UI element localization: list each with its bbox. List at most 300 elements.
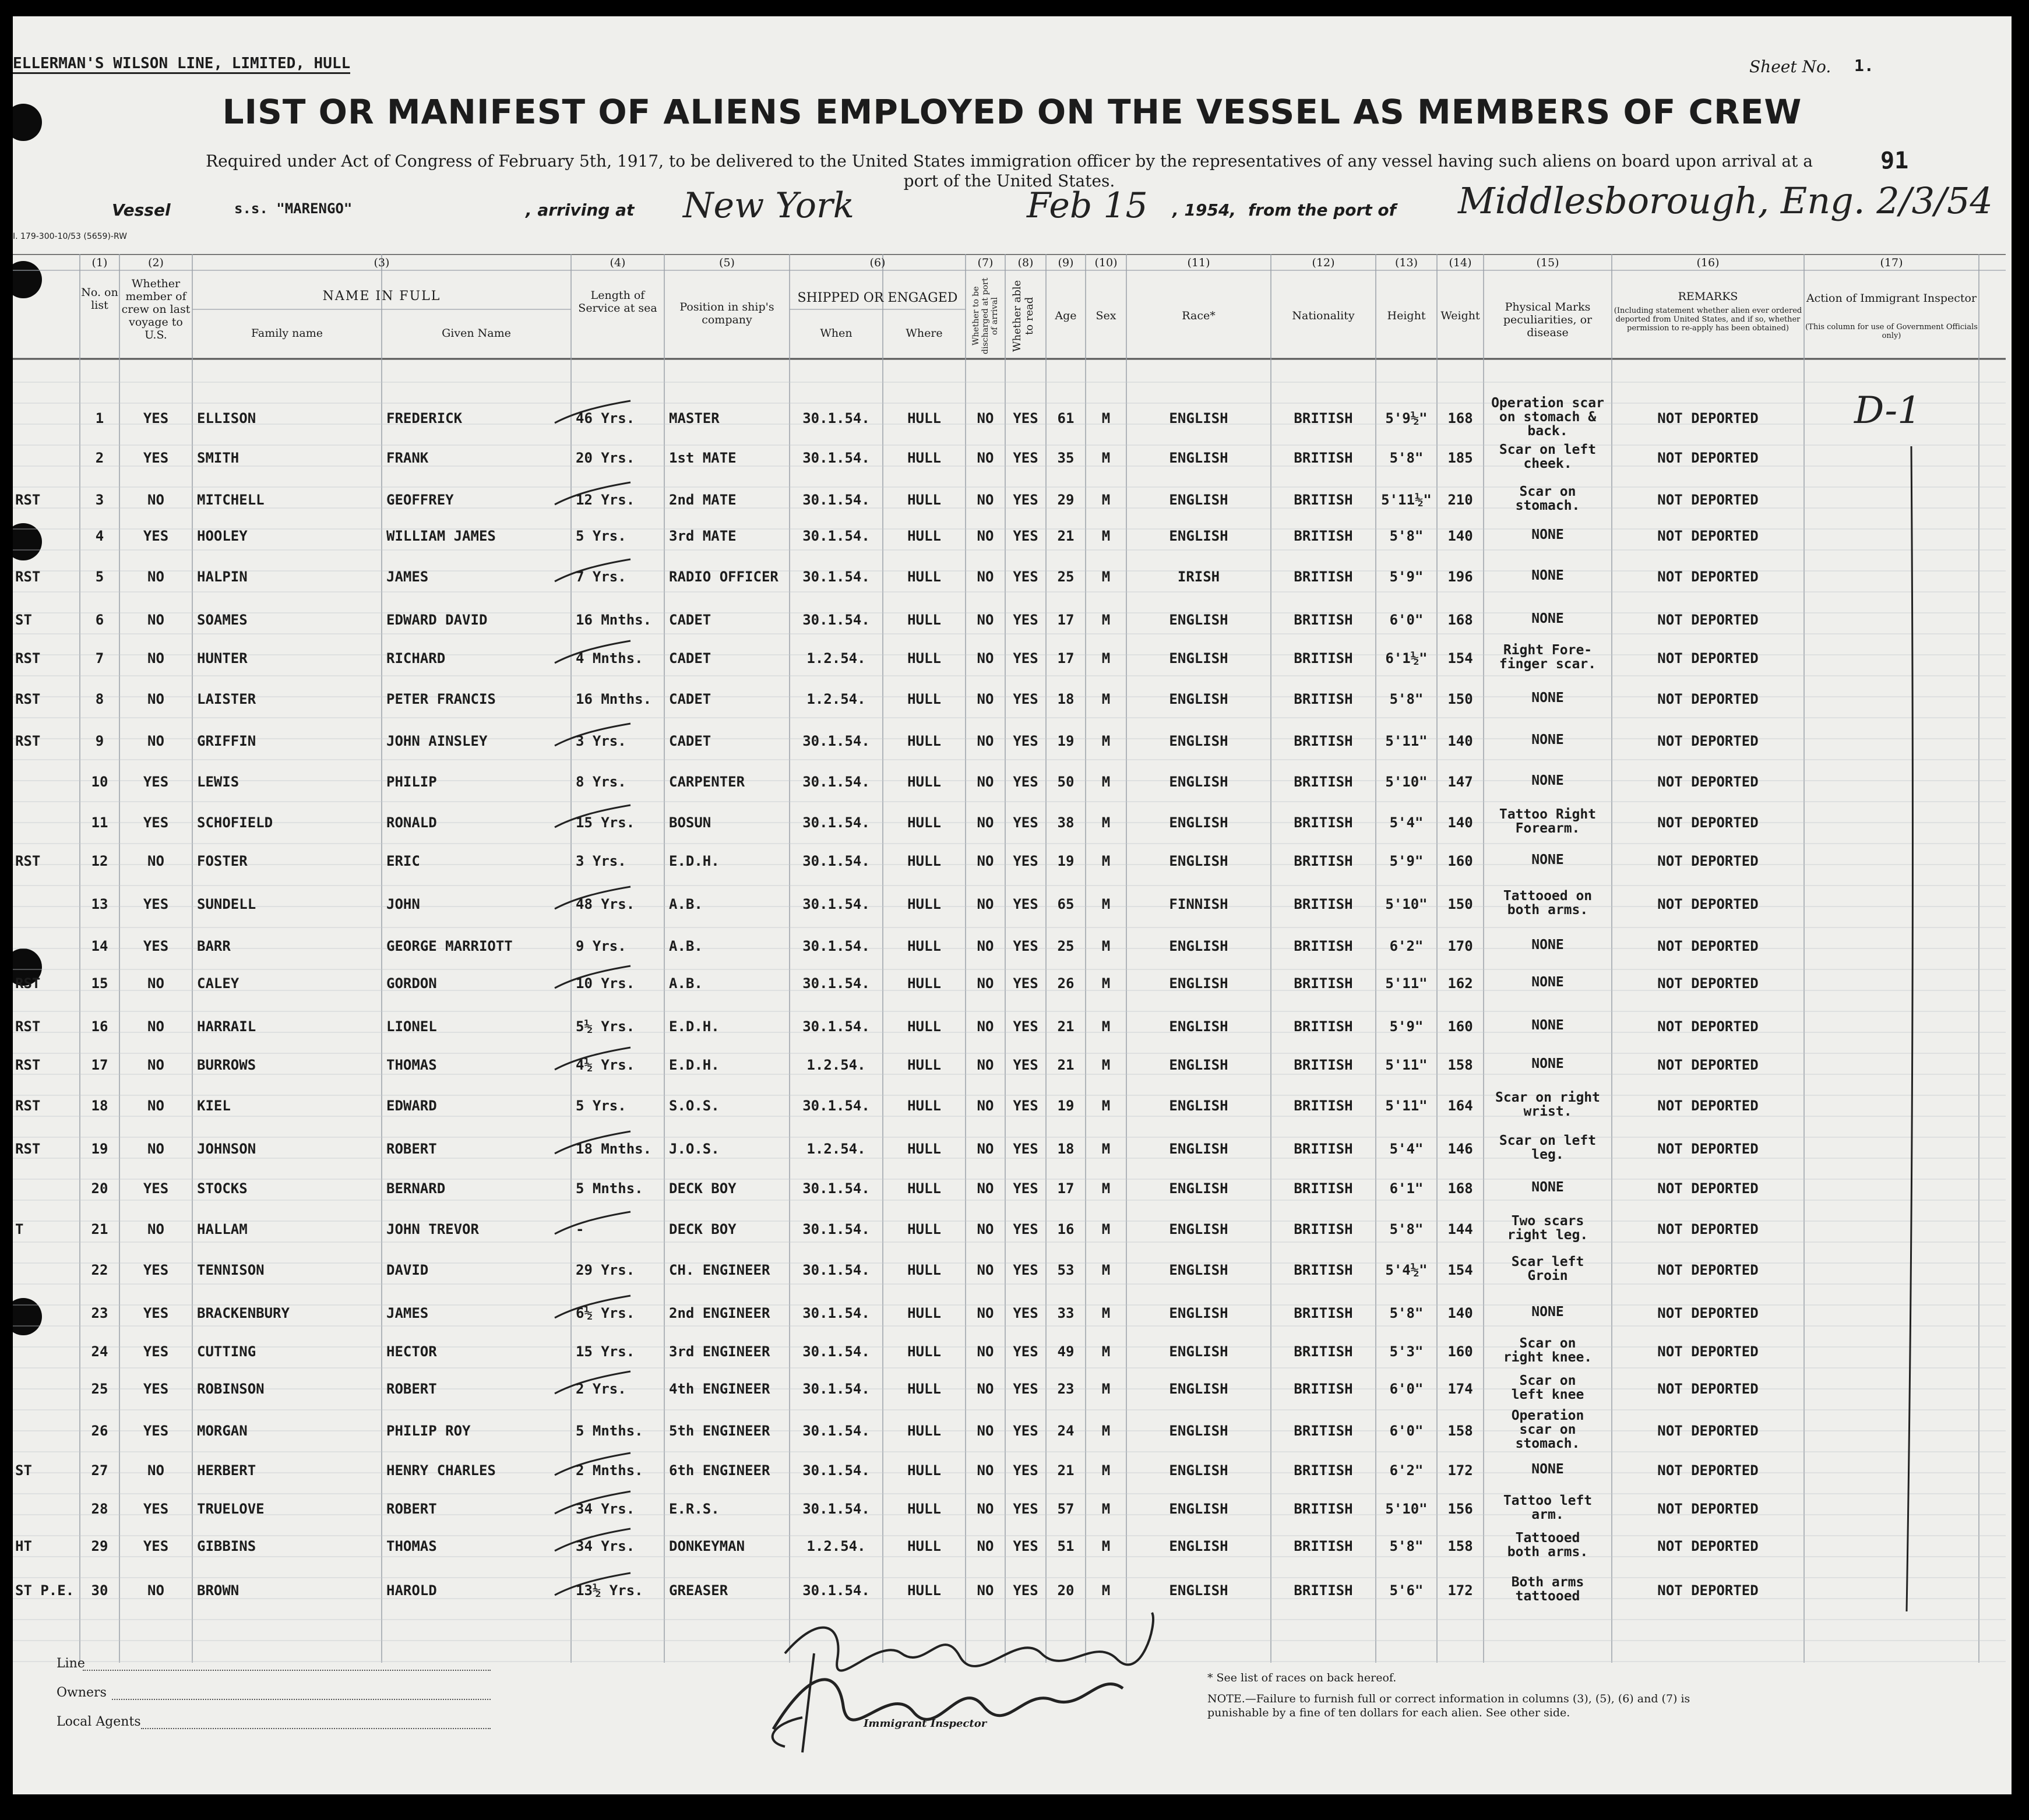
cell-read: YES bbox=[1013, 450, 1038, 466]
cell-len: 5 Mnths. bbox=[576, 1423, 643, 1439]
cell-no: 15 bbox=[91, 975, 108, 992]
cell-pos: J.O.S. bbox=[669, 1141, 720, 1157]
cell-family: BARR bbox=[197, 938, 231, 954]
header-height: Height bbox=[1387, 309, 1426, 322]
cell-when: 30.1.54. bbox=[802, 410, 870, 426]
margin-note: ST bbox=[15, 1462, 32, 1479]
footer-owners-label: Owners bbox=[57, 1685, 107, 1700]
cell-ht: 5'3" bbox=[1389, 1343, 1424, 1360]
cell-read: YES bbox=[1013, 528, 1038, 544]
cell-family: KIEL bbox=[197, 1098, 231, 1114]
cell-len: 9 Yrs. bbox=[576, 938, 626, 954]
cell-nat: BRITISH bbox=[1294, 896, 1353, 912]
cell-remarks: NOT DEPORTED bbox=[1657, 410, 1759, 426]
cell-prev: YES bbox=[143, 1381, 169, 1397]
cell-sex: M bbox=[1101, 1057, 1111, 1073]
cell-ht: 6'1½" bbox=[1385, 650, 1428, 666]
cell-family: HUNTER bbox=[197, 650, 248, 666]
cell-prev: NO bbox=[147, 975, 164, 992]
cell-physical-marks: Scar on left leg. bbox=[1499, 1133, 1597, 1162]
column-number: (9) bbox=[1058, 256, 1074, 269]
cell-pos: CH. ENGINEER bbox=[669, 1262, 770, 1278]
cell-len: 16 Mnths. bbox=[576, 691, 652, 707]
cell-read: YES bbox=[1013, 1381, 1038, 1397]
cell-physical-marks: NONE bbox=[1531, 773, 1564, 788]
cell-when: 30.1.54. bbox=[802, 1180, 870, 1197]
cell-pos: CADET bbox=[669, 612, 711, 628]
cell-ht: 6'0" bbox=[1389, 612, 1424, 628]
cell-age: 25 bbox=[1057, 938, 1075, 954]
cell-age: 38 bbox=[1057, 814, 1075, 831]
cell-age: 21 bbox=[1057, 1462, 1075, 1479]
sheet-number: 1. bbox=[1854, 56, 1874, 75]
cell-given: THOMAS bbox=[386, 1538, 437, 1554]
cell-dis: NO bbox=[977, 1501, 994, 1517]
cell-given: GEORGE MARRIOTT bbox=[386, 938, 513, 954]
cell-nat: BRITISH bbox=[1294, 569, 1353, 585]
page-number: 91 bbox=[1880, 147, 1909, 174]
cell-family: SCHOFIELD bbox=[197, 814, 273, 831]
cell-physical-marks: NONE bbox=[1531, 1056, 1564, 1071]
cell-where: HULL bbox=[907, 1582, 941, 1599]
document-subtitle: Required under Act of Congress of February 5th, 1917, to be delivered to the United States immigration officer by the representatives of any vessel having such aliens on board upon arrival at a port of the United States. bbox=[206, 151, 1813, 191]
cell-dis: NO bbox=[977, 650, 994, 666]
cell-pos: A.B. bbox=[669, 975, 703, 992]
cell-physical-marks: NONE bbox=[1531, 975, 1564, 990]
cell-nat: BRITISH bbox=[1294, 975, 1353, 992]
cell-age: 19 bbox=[1057, 853, 1075, 869]
cell-remarks: NOT DEPORTED bbox=[1657, 1343, 1759, 1360]
cell-nat: BRITISH bbox=[1294, 1018, 1353, 1035]
cell-nat: BRITISH bbox=[1294, 492, 1353, 508]
cell-race: FINNISH bbox=[1169, 896, 1228, 912]
cell-given: JAMES bbox=[386, 569, 429, 585]
cell-sex: M bbox=[1101, 612, 1111, 628]
cell-no: 4 bbox=[95, 528, 104, 544]
cell-family: BRACKENBURY bbox=[197, 1305, 290, 1321]
cell-len: 5½ Yrs. bbox=[576, 1018, 635, 1035]
margin-note: RST bbox=[15, 691, 41, 707]
cell-pos: BOSUN bbox=[669, 814, 711, 831]
cell-ht: 6'2" bbox=[1389, 938, 1424, 954]
cell-no: 29 bbox=[91, 1538, 108, 1554]
cell-given: ROBERT bbox=[386, 1381, 437, 1397]
margin-note: ST bbox=[15, 612, 32, 628]
form-code: I. 179-300-10/53 (5659)-RW bbox=[13, 232, 127, 241]
cell-len: 15 Yrs. bbox=[576, 1343, 635, 1360]
cell-where: HULL bbox=[907, 492, 941, 508]
cell-len: 16 Mnths. bbox=[576, 612, 652, 628]
cell-dis: NO bbox=[977, 1262, 994, 1278]
cell-given: GEOFFREY bbox=[386, 492, 454, 508]
margin-note: RST bbox=[15, 853, 41, 869]
cell-family: HALPIN bbox=[197, 569, 248, 585]
cell-age: 19 bbox=[1057, 1098, 1075, 1114]
cell-prev: YES bbox=[143, 528, 169, 544]
cell-wt: 156 bbox=[1447, 1501, 1473, 1517]
cell-race: ENGLISH bbox=[1169, 1180, 1228, 1197]
cell-remarks: NOT DEPORTED bbox=[1657, 492, 1759, 508]
header-where: Where bbox=[906, 327, 943, 340]
cell-sex: M bbox=[1101, 1305, 1111, 1321]
cell-no: 1 bbox=[95, 410, 104, 426]
cell-physical-marks: NONE bbox=[1531, 1462, 1564, 1477]
departure-port: Middlesborough, Eng. 2/3/54 bbox=[1458, 179, 1993, 222]
cell-prev: YES bbox=[143, 1343, 169, 1360]
column-number: (16) bbox=[1696, 256, 1720, 269]
cell-pos: MASTER bbox=[669, 410, 720, 426]
cell-nat: BRITISH bbox=[1294, 450, 1353, 466]
cell-ht: 5'4½" bbox=[1385, 1262, 1428, 1278]
cell-sex: M bbox=[1101, 938, 1111, 954]
cell-no: 25 bbox=[91, 1381, 108, 1397]
cell-dis: NO bbox=[977, 612, 994, 628]
column-number: (1) bbox=[91, 256, 108, 269]
cell-len: 2 Yrs. bbox=[576, 1381, 626, 1397]
cell-prev: YES bbox=[143, 410, 169, 426]
cell-sex: M bbox=[1101, 450, 1111, 466]
cell-physical-marks: NONE bbox=[1531, 1018, 1564, 1033]
cell-where: HULL bbox=[907, 1057, 941, 1073]
cell-sex: M bbox=[1101, 1221, 1111, 1237]
vessel-label: Vessel bbox=[112, 200, 171, 220]
vessel-name: s.s. "MARENGO" bbox=[234, 200, 353, 217]
header-length-service: Length of Service at sea bbox=[578, 289, 657, 315]
cell-physical-marks: NONE bbox=[1531, 1180, 1564, 1195]
cell-prev: NO bbox=[147, 1582, 164, 1599]
cell-sex: M bbox=[1101, 814, 1111, 831]
cell-len: 4½ Yrs. bbox=[576, 1057, 635, 1073]
cell-nat: BRITISH bbox=[1294, 814, 1353, 831]
cell-remarks: NOT DEPORTED bbox=[1657, 938, 1759, 954]
cell-age: 65 bbox=[1057, 896, 1075, 912]
cell-len: 48 Yrs. bbox=[576, 896, 635, 912]
cell-nat: BRITISH bbox=[1294, 1343, 1353, 1360]
cell-physical-marks: NONE bbox=[1531, 1304, 1564, 1320]
cell-read: YES bbox=[1013, 1423, 1038, 1439]
cell-physical-marks: Scar on right wrist. bbox=[1495, 1090, 1600, 1119]
cell-age: 50 bbox=[1057, 774, 1075, 790]
cell-sex: M bbox=[1101, 1538, 1111, 1554]
cell-nat: BRITISH bbox=[1294, 1057, 1353, 1073]
cell-dis: NO bbox=[977, 1141, 994, 1157]
cell-read: YES bbox=[1013, 1098, 1038, 1114]
cell-race: ENGLISH bbox=[1169, 1262, 1228, 1278]
cell-read: YES bbox=[1013, 1582, 1038, 1599]
arrival-date: Feb 15 bbox=[1027, 185, 1148, 226]
cell-no: 5 bbox=[95, 569, 104, 585]
cell-where: HULL bbox=[907, 853, 941, 869]
cell-family: MORGAN bbox=[197, 1423, 248, 1439]
cell-family: CALEY bbox=[197, 975, 239, 992]
cell-remarks: NOT DEPORTED bbox=[1657, 1018, 1759, 1035]
cell-race: ENGLISH bbox=[1169, 1501, 1228, 1517]
margin-note: ST P.E. bbox=[15, 1582, 75, 1599]
column-number: (7) bbox=[977, 256, 994, 269]
cell-when: 30.1.54. bbox=[802, 1462, 870, 1479]
cell-len: 34 Yrs. bbox=[576, 1501, 635, 1517]
margin-note: RST bbox=[15, 569, 41, 585]
cell-given: HECTOR bbox=[386, 1343, 437, 1360]
cell-dis: NO bbox=[977, 450, 994, 466]
cell-family: CUTTING bbox=[197, 1343, 256, 1360]
cell-ht: 5'11½" bbox=[1381, 492, 1432, 508]
cell-pos: E.D.H. bbox=[669, 1018, 720, 1035]
cell-no: 2 bbox=[95, 450, 104, 466]
cell-sex: M bbox=[1101, 1501, 1111, 1517]
cell-prev: NO bbox=[147, 492, 164, 508]
cell-dis: NO bbox=[977, 1018, 994, 1035]
cell-no: 3 bbox=[95, 492, 104, 508]
cell-prev: NO bbox=[147, 1141, 164, 1157]
cell-read: YES bbox=[1013, 896, 1038, 912]
cell-nat: BRITISH bbox=[1294, 1305, 1353, 1321]
cell-given: PETER FRANCIS bbox=[386, 691, 496, 707]
cell-age: 25 bbox=[1057, 569, 1075, 585]
cell-no: 22 bbox=[91, 1262, 108, 1278]
cell-read: YES bbox=[1013, 569, 1038, 585]
cell-read: YES bbox=[1013, 410, 1038, 426]
cell-physical-marks: Tattooed on both arms. bbox=[1503, 888, 1593, 918]
cell-where: HULL bbox=[907, 528, 941, 544]
cell-prev: YES bbox=[143, 1501, 169, 1517]
cell-age: 57 bbox=[1057, 1501, 1075, 1517]
cell-pos: CADET bbox=[669, 733, 711, 749]
cell-when: 30.1.54. bbox=[802, 975, 870, 992]
cell-given: EDWARD bbox=[386, 1098, 437, 1114]
cell-pos: 2nd MATE bbox=[669, 492, 737, 508]
cell-wt: 168 bbox=[1447, 1180, 1473, 1197]
cell-when: 30.1.54. bbox=[802, 1501, 870, 1517]
cell-prev: NO bbox=[147, 1098, 164, 1114]
cell-when: 1.2.54. bbox=[806, 650, 866, 666]
cell-when: 30.1.54. bbox=[802, 1343, 870, 1360]
cell-dis: NO bbox=[977, 814, 994, 831]
cell-race: ENGLISH bbox=[1169, 1221, 1228, 1237]
cell-len: 5 Yrs. bbox=[576, 528, 626, 544]
cell-no: 6 bbox=[95, 612, 104, 628]
inspector-signature bbox=[750, 1601, 1170, 1764]
header-remarks-note: (Including statement whether alien ever ordered deported from United States, and if so, whether permission to re-apply has been obtained) bbox=[1614, 306, 1802, 333]
column-number: (5) bbox=[719, 256, 735, 269]
cell-prev: NO bbox=[147, 612, 164, 628]
cell-read: YES bbox=[1013, 1221, 1038, 1237]
cell-read: YES bbox=[1013, 1501, 1038, 1517]
header-position: Position in ship's company bbox=[679, 301, 774, 326]
cell-no: 12 bbox=[91, 853, 108, 869]
cell-where: HULL bbox=[907, 896, 941, 912]
cell-len: 5 Mnths. bbox=[576, 1180, 643, 1197]
cell-prev: YES bbox=[143, 1423, 169, 1439]
header-weight: Weight bbox=[1440, 309, 1480, 322]
cell-ht: 5'8" bbox=[1389, 1538, 1424, 1554]
cell-no: 18 bbox=[91, 1098, 108, 1114]
header-remarks: REMARKS bbox=[1678, 290, 1738, 303]
cell-prev: NO bbox=[147, 691, 164, 707]
cell-remarks: NOT DEPORTED bbox=[1657, 896, 1759, 912]
cell-wt: 158 bbox=[1447, 1538, 1473, 1554]
cell-no: 13 bbox=[91, 896, 108, 912]
cell-age: 49 bbox=[1057, 1343, 1075, 1360]
cell-ht: 5'10" bbox=[1385, 774, 1428, 790]
cell-pos: 2nd ENGINEER bbox=[669, 1305, 770, 1321]
header-nationality: Nationality bbox=[1292, 309, 1355, 322]
cell-given: PHILIP ROY bbox=[386, 1423, 471, 1439]
cell-prev: YES bbox=[143, 896, 169, 912]
cell-family: SUNDELL bbox=[197, 896, 256, 912]
cell-physical-marks: NONE bbox=[1531, 690, 1564, 706]
cell-family: SOAMES bbox=[197, 612, 248, 628]
cell-ht: 5'10" bbox=[1385, 1501, 1428, 1517]
margin-note: RST bbox=[15, 1057, 41, 1073]
cell-where: HULL bbox=[907, 691, 941, 707]
cell-sex: M bbox=[1101, 1462, 1111, 1479]
cell-pos: E.D.H. bbox=[669, 1057, 720, 1073]
cell-no: 9 bbox=[95, 733, 104, 749]
cell-where: HULL bbox=[907, 733, 941, 749]
cell-len: 34 Yrs. bbox=[576, 1538, 635, 1554]
cell-len: - bbox=[576, 1221, 584, 1237]
cell-given: EDWARD DAVID bbox=[386, 612, 488, 628]
cell-ht: 6'1" bbox=[1389, 1180, 1424, 1197]
arrival-year: , 1954, bbox=[1172, 200, 1236, 220]
column-number: (17) bbox=[1880, 256, 1903, 269]
cell-wt: 172 bbox=[1447, 1582, 1473, 1599]
cell-given: PHILIP bbox=[386, 774, 437, 790]
cell-pos: CADET bbox=[669, 650, 711, 666]
cell-remarks: NOT DEPORTED bbox=[1657, 1180, 1759, 1197]
cell-read: YES bbox=[1013, 774, 1038, 790]
cell-physical-marks: Scar on right knee. bbox=[1503, 1336, 1593, 1365]
arriving-label: , arriving at bbox=[526, 200, 635, 220]
cell-sex: M bbox=[1101, 528, 1111, 544]
cell-no: 7 bbox=[95, 650, 104, 666]
cell-given: JAMES bbox=[386, 1305, 429, 1321]
cell-ht: 5'8" bbox=[1389, 528, 1424, 544]
cell-age: 21 bbox=[1057, 528, 1075, 544]
cell-nat: BRITISH bbox=[1294, 1221, 1353, 1237]
cell-ht: 5'9" bbox=[1389, 853, 1424, 869]
cell-race: ENGLISH bbox=[1169, 1423, 1228, 1439]
cell-remarks: NOT DEPORTED bbox=[1657, 814, 1759, 831]
cell-when: 30.1.54. bbox=[802, 1381, 870, 1397]
cell-given: LIONEL bbox=[386, 1018, 437, 1035]
document-title: LIST OR MANIFEST OF ALIENS EMPLOYED ON THE VESSEL AS MEMBERS OF CREW bbox=[222, 92, 1802, 132]
cell-where: HULL bbox=[907, 450, 941, 466]
cell-nat: BRITISH bbox=[1294, 1501, 1353, 1517]
cell-where: HULL bbox=[907, 650, 941, 666]
cell-remarks: NOT DEPORTED bbox=[1657, 612, 1759, 628]
cell-read: YES bbox=[1013, 1018, 1038, 1035]
cell-race: ENGLISH bbox=[1169, 1538, 1228, 1554]
cell-read: YES bbox=[1013, 1462, 1038, 1479]
cell-len: 3 Yrs. bbox=[576, 853, 626, 869]
cell-dis: NO bbox=[977, 1381, 994, 1397]
cell-wt: 140 bbox=[1447, 528, 1473, 544]
cell-remarks: NOT DEPORTED bbox=[1657, 1381, 1759, 1397]
cell-physical-marks: NONE bbox=[1531, 852, 1564, 867]
cell-race: ENGLISH bbox=[1169, 853, 1228, 869]
cell-wt: 144 bbox=[1447, 1221, 1473, 1237]
cell-len: 10 Yrs. bbox=[576, 975, 635, 992]
cell-dis: NO bbox=[977, 1462, 994, 1479]
header-age: Age bbox=[1055, 309, 1077, 322]
cell-nat: BRITISH bbox=[1294, 733, 1353, 749]
header-family-name: Family name bbox=[251, 327, 323, 340]
pen-vertical-line bbox=[1907, 446, 1912, 1611]
cell-family: LEWIS bbox=[197, 774, 239, 790]
cell-ht: 5'8" bbox=[1389, 1305, 1424, 1321]
cell-where: HULL bbox=[907, 1538, 941, 1554]
cell-dis: NO bbox=[977, 410, 994, 426]
cell-ht: 6'0" bbox=[1389, 1381, 1424, 1397]
cell-wt: 146 bbox=[1447, 1141, 1473, 1157]
cell-remarks: NOT DEPORTED bbox=[1657, 691, 1759, 707]
cell-dis: NO bbox=[977, 1057, 994, 1073]
cell-read: YES bbox=[1013, 733, 1038, 749]
company-name: ELLERMAN'S WILSON LINE, LIMITED, HULL bbox=[13, 55, 350, 74]
cell-nat: BRITISH bbox=[1294, 1141, 1353, 1157]
cell-given: JOHN AINSLEY bbox=[386, 733, 488, 749]
column-number: (8) bbox=[1017, 256, 1034, 269]
cell-family: FOSTER bbox=[197, 853, 248, 869]
cell-wt: 162 bbox=[1447, 975, 1473, 992]
cell-no: 10 bbox=[91, 774, 108, 790]
header-able-read: Whether able to read bbox=[1011, 280, 1035, 352]
cell-age: 20 bbox=[1057, 1582, 1075, 1599]
cell-dis: NO bbox=[977, 896, 994, 912]
cell-age: 19 bbox=[1057, 733, 1075, 749]
cell-wt: 160 bbox=[1447, 1018, 1473, 1035]
cell-where: HULL bbox=[907, 1423, 941, 1439]
cell-wt: 160 bbox=[1447, 1343, 1473, 1360]
cell-sex: M bbox=[1101, 1098, 1111, 1114]
cell-sex: M bbox=[1101, 1180, 1111, 1197]
cell-age: 21 bbox=[1057, 1018, 1075, 1035]
header-given-name: Given Name bbox=[442, 327, 511, 340]
cell-dis: NO bbox=[977, 1180, 994, 1197]
cell-age: 26 bbox=[1057, 975, 1075, 992]
cell-given: RONALD bbox=[386, 814, 437, 831]
footer-rule bbox=[83, 1670, 491, 1671]
cell-given: WILLIAM JAMES bbox=[386, 528, 496, 544]
cell-no: 30 bbox=[91, 1582, 108, 1599]
cell-wt: 154 bbox=[1447, 1262, 1473, 1278]
cell-dis: NO bbox=[977, 774, 994, 790]
cell-sex: M bbox=[1101, 853, 1111, 869]
cell-dis: NO bbox=[977, 938, 994, 954]
cell-age: 61 bbox=[1057, 410, 1075, 426]
cell-ht: 5'9" bbox=[1389, 1018, 1424, 1035]
cell-physical-marks: NONE bbox=[1531, 937, 1564, 953]
cell-nat: BRITISH bbox=[1294, 1381, 1353, 1397]
cell-sex: M bbox=[1101, 569, 1111, 585]
cell-remarks: NOT DEPORTED bbox=[1657, 569, 1759, 585]
cell-sex: M bbox=[1101, 1423, 1111, 1439]
cell-no: 8 bbox=[95, 691, 104, 707]
cell-when: 30.1.54. bbox=[802, 896, 870, 912]
cell-given: DAVID bbox=[386, 1262, 429, 1278]
cell-family: BROWN bbox=[197, 1582, 239, 1599]
margin-note: RST bbox=[15, 975, 41, 992]
cell-when: 30.1.54. bbox=[802, 733, 870, 749]
cell-prev: NO bbox=[147, 853, 164, 869]
column-number: (6) bbox=[869, 256, 886, 269]
cell-dis: NO bbox=[977, 569, 994, 585]
cell-given: ERIC bbox=[386, 853, 420, 869]
cell-read: YES bbox=[1013, 1057, 1038, 1073]
cell-when: 30.1.54. bbox=[802, 569, 870, 585]
